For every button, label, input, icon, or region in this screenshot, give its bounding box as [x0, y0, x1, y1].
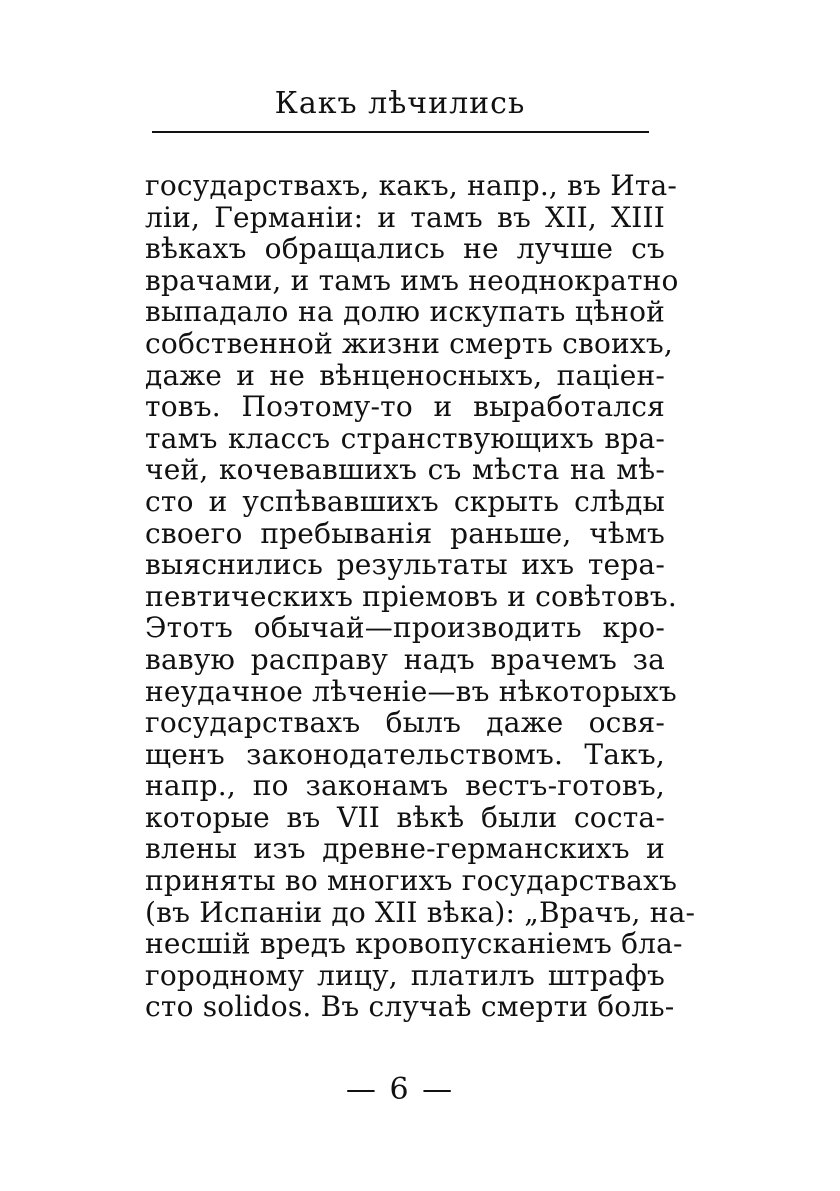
body-text — [145, 169, 696, 1024]
text-line: Этотъ обычай—производить кро- — [145, 611, 665, 645]
text-line: даже и не вѣнценосныхъ, паціен- — [145, 358, 665, 392]
text-line: приняты во многихъ государствахъ — [145, 864, 678, 898]
text-line: вѣкахъ обращались не лучше съ — [145, 232, 665, 266]
text-line: собственной жизни смерть своихъ, — [145, 326, 674, 360]
text-line: выпадало на долю искупать цѣной — [145, 295, 665, 329]
text-line: влены изъ древне-германскихъ и — [145, 832, 665, 866]
text-line: чей, кочевавшихъ съ мѣста на мѣ- — [145, 453, 665, 487]
text-line: которые въ VII вѣкѣ были соста- — [145, 800, 665, 834]
text-line: (въ Испаніи до XII вѣка): „Врачъ, на- — [145, 895, 696, 929]
text-line: товъ. Поэтому-то и выработался — [145, 390, 665, 424]
text-line: сто и успѣвавшихъ скрыть слѣды — [145, 484, 665, 518]
page-number: — 6 — — [345, 1072, 455, 1107]
text-line: певтическихъ пріемовъ и совѣтовъ. — [145, 579, 677, 613]
text-line: несшій вредъ кровопусканіемъ бла- — [145, 927, 683, 961]
text-line: государствахъ, какъ, напр., въ Ита- — [145, 169, 678, 202]
text-line: тамъ классъ странствующихъ вра- — [145, 421, 665, 455]
text-line: сто solidos. Въ случаѣ смерти боль- — [145, 990, 675, 1024]
text-line: выяснились результаты ихъ тера- — [145, 548, 665, 582]
running-title: Какъ лѣчились — [274, 86, 526, 121]
header-rule — [152, 131, 649, 133]
text-line: городному лицу, платилъ штрафъ — [145, 958, 665, 992]
text-line: вавую расправу надъ врачемъ за — [145, 642, 665, 676]
text-line: государствахъ былъ даже освя- — [145, 706, 665, 740]
text-line: напр., по законамъ вестъ-готовъ, — [145, 769, 665, 803]
text-line: неудачное лѣченіе—въ нѣкоторыхъ — [145, 674, 677, 708]
text-line: щенъ законодательствомъ. Такъ, — [145, 737, 665, 771]
text-line: ліи, Германіи: и тамъ въ XII, XIII — [145, 200, 665, 234]
text-line: своего пребыванія раньше, чѣмъ — [145, 516, 665, 550]
text-line: врачами, и тамъ имъ неоднократно — [145, 263, 679, 297]
